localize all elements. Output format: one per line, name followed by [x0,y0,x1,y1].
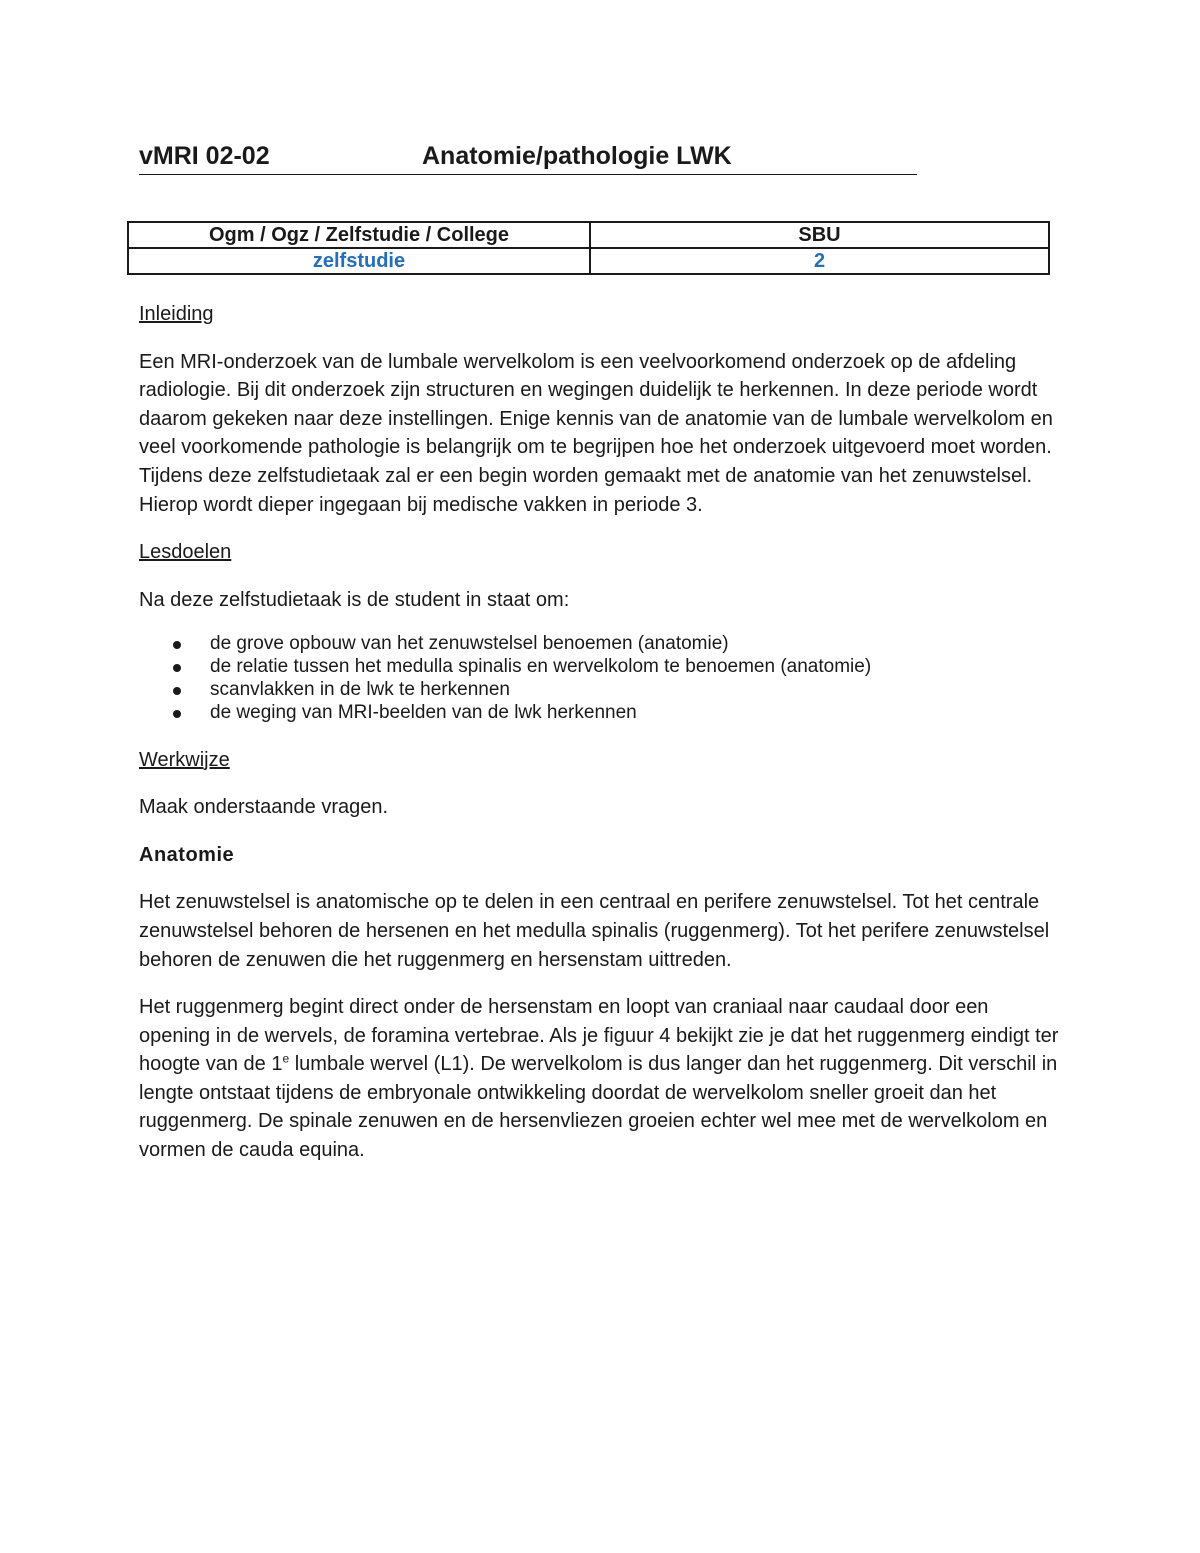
list-item-text: scanvlakken in de lwk te herkennen [210,678,510,700]
paragraph-text-start: Het ruggenmerg begint direct onder de hersenstam en loopt van craniaal naar caudaal door een opening in de wervels, de foramina vertebrae. Als je figuur 4 bekijkt zie je dat het ruggenmerg eindigt ter hoogte van de 1 [139,996,1059,1076]
list-item [139,656,1064,679]
bullet-icon [173,641,181,649]
lesdoelen-list [139,633,1064,724]
inleiding-heading: Inleiding [139,303,214,325]
inleiding-paragraph: Een MRI-onderzoek van de lumbale wervelkolom is een veelvoorkomend onderzoek op de afdeling radiologie. Bij dit onderzoek zijn structuren en wegingen duidelijk te herkennen. In deze periode wordt daarom gekeken naar deze instellingen. Enige kennis van de anatomie van de lumbale wervelkolom en veel voorkomende pathologie is belangrijk om te begrijpen hoe het onderzoek uitgevoerd moet worden. Tijdens deze zelfstudietaak zal er een begin worden gemaakt met de anatomie van het zenuwstelsel. Hierop wordt dieper ingegaan bij medische vakken in periode 3. [139,350,1053,516]
bullet-icon [173,710,181,718]
course-subject: Anatomie/pathologie LWK [422,142,732,170]
list-item-text: de grove opbouw van het zenuwstelsel benoemen (anatomie) [210,633,729,655]
werkwijze-heading: Werkwijze [139,748,230,771]
course-info-table [127,221,1050,275]
list-item-text: de relatie tussen het medulla spinalis en wervelkolom te benoemen (anatomie) [210,656,872,678]
anatomie-paragraph-1: Het zenuwstelsel is anatomische op te delen in een centraal en perifere zenuwstelsel. Tot het centrale zenuwstelsel behoren de hersenen en het medulla spinalis (ruggenmerg). Tot het perifere zenuwstelsel behoren de zenuwen die het ruggenmerg en hersenstam uittreden. [139,891,1050,971]
bullet-icon [173,664,181,672]
document-title [139,140,917,175]
type-header-cell: Ogm / Ogz / Zelfstudie / College [128,222,590,248]
document-body [139,300,1064,1184]
lesdoelen-heading: Lesdoelen [139,541,232,564]
sbu-value-cell: 2 [590,248,1049,274]
sbu-header-cell: SBU [590,222,1049,248]
list-item [139,679,1064,702]
anatomie-paragraph-2 [139,993,1064,1165]
list-item-text: de weging van MRI-beelden van de lwk herkennen [210,701,637,723]
list-item [139,702,1064,725]
bullet-icon [173,687,181,695]
table-header-row [128,222,1049,248]
course-code: vMRI 02-02 [139,142,270,170]
paragraph-text-end: lumbale wervel (L1). De wervelkolom is dus langer dan het ruggenmerg. Dit verschil in lengte ontstaat tijdens de embryonale ontwikkeling doordat de wervelkolom sneller groeit dan het ruggenmerg. De spinale zenuwen en de hersenvliezen groeien echter wel mee met de wervelkolom en vormen de cauda equina. [139,1053,1058,1162]
ordinal-suffix: e [282,1051,290,1066]
anatomie-heading: Anatomie [139,843,235,866]
type-value-cell: zelfstudie [128,248,590,274]
werkwijze-paragraph: Maak onderstaande vragen. [139,796,389,819]
list-item [139,633,1064,656]
table-value-row [128,248,1049,274]
lesdoelen-intro: Na deze zelfstudietaak is de student in staat om: [139,588,570,611]
